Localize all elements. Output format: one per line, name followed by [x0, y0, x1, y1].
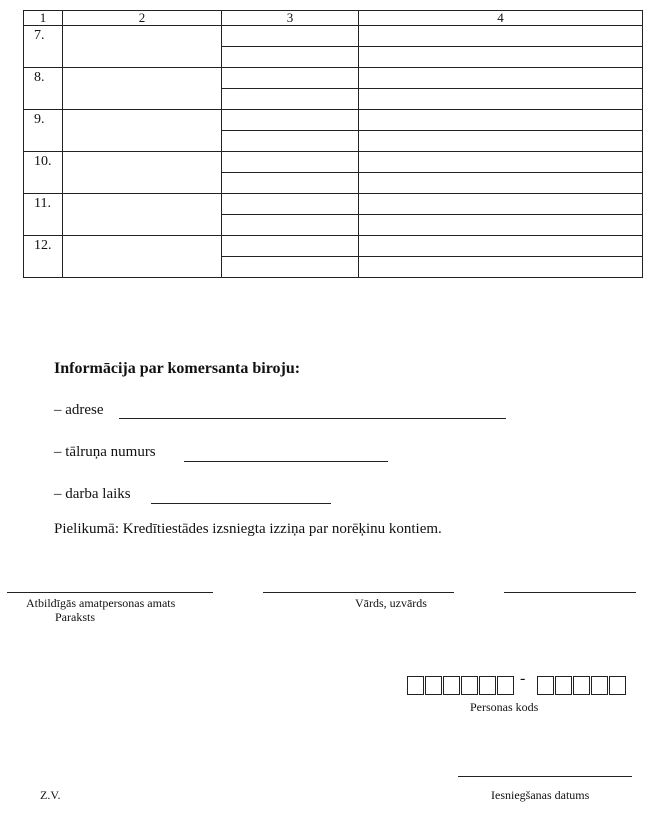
address-field[interactable] — [119, 400, 506, 419]
phone-label: – tālruņa numurs — [54, 444, 156, 460]
code-digit-box[interactable] — [609, 676, 626, 695]
table-row — [24, 194, 643, 215]
cell-col-3[interactable] — [222, 173, 359, 194]
date-line[interactable] — [458, 776, 632, 777]
cell-col-3[interactable] — [222, 89, 359, 110]
cell-col-3[interactable] — [222, 215, 359, 236]
cell-col-2[interactable] — [63, 26, 222, 68]
hours-label: – darba laiks — [54, 486, 131, 502]
table-header-row — [24, 11, 643, 26]
cell-col-2[interactable] — [63, 68, 222, 110]
cell-col-3[interactable] — [222, 257, 359, 278]
code-digit-box[interactable] — [555, 676, 572, 695]
attachment-note: Pielikumā: Kredītiestādes izsniegta izziņa par norēķinu kontiem. — [54, 521, 442, 537]
code-digit-box[interactable] — [443, 676, 460, 695]
table-row — [24, 236, 643, 257]
cell-col-2[interactable] — [63, 152, 222, 194]
phone-field[interactable] — [184, 444, 388, 462]
cell-col-2[interactable] — [63, 236, 222, 278]
name-line[interactable] — [263, 592, 454, 593]
code-digit-box[interactable] — [573, 676, 590, 695]
office-heading: Informācija par komersanta biroju: — [54, 360, 301, 377]
cell-col-3[interactable] — [222, 236, 359, 257]
cell-col-3[interactable] — [222, 131, 359, 152]
cell-col-3[interactable] — [222, 194, 359, 215]
code-separator: - — [520, 670, 526, 687]
table-row — [24, 152, 643, 173]
cell-col-2[interactable] — [63, 110, 222, 152]
position-label: Atbildīgās amatpersonas amats — [26, 596, 176, 610]
cell-col-4[interactable] — [359, 89, 643, 110]
cell-col-3[interactable] — [222, 68, 359, 89]
cell-col-4[interactable] — [359, 257, 643, 278]
code-digit-box[interactable] — [497, 676, 514, 695]
cell-col-4[interactable] — [359, 47, 643, 68]
cell-col-3[interactable] — [222, 152, 359, 173]
personal-code-label: Personas kods — [470, 700, 539, 714]
code-digit-box[interactable] — [537, 676, 554, 695]
cell-col-2[interactable] — [63, 194, 222, 236]
cell-col-3[interactable] — [222, 26, 359, 47]
data-table — [23, 10, 643, 278]
row-number: 11. — [24, 194, 63, 236]
name-label: Vārds, uzvārds — [355, 596, 427, 610]
row-number: 10. — [24, 152, 63, 194]
cell-col-4[interactable] — [359, 173, 643, 194]
cell-col-4[interactable] — [359, 152, 643, 173]
header-col-4: 4 — [359, 11, 643, 26]
cell-col-4[interactable] — [359, 236, 643, 257]
table-row — [24, 110, 643, 131]
position-line[interactable] — [7, 592, 213, 593]
code-digit-box[interactable] — [425, 676, 442, 695]
cell-col-4[interactable] — [359, 110, 643, 131]
signature-label: Paraksts — [55, 610, 95, 624]
header-col-3: 3 — [222, 11, 359, 26]
header-col-1: 1 — [24, 11, 63, 26]
address-label: – adrese — [54, 402, 104, 418]
hours-field[interactable] — [151, 486, 331, 504]
cell-col-3[interactable] — [222, 47, 359, 68]
code-digit-box[interactable] — [407, 676, 424, 695]
row-number: 9. — [24, 110, 63, 152]
cell-col-3[interactable] — [222, 110, 359, 131]
signature-line[interactable] — [504, 592, 636, 593]
code-digit-box[interactable] — [591, 676, 608, 695]
cell-col-4[interactable] — [359, 68, 643, 89]
cell-col-4[interactable] — [359, 194, 643, 215]
row-number: 7. — [24, 26, 63, 68]
table-row — [24, 68, 643, 89]
cell-col-4[interactable] — [359, 26, 643, 47]
header-col-2: 2 — [63, 11, 222, 26]
table-row — [24, 26, 643, 47]
seal-mark: Z.V. — [40, 788, 61, 802]
row-number: 12. — [24, 236, 63, 278]
row-number: 8. — [24, 68, 63, 110]
code-digit-box[interactable] — [461, 676, 478, 695]
code-digit-box[interactable] — [479, 676, 496, 695]
cell-col-4[interactable] — [359, 215, 643, 236]
cell-col-4[interactable] — [359, 131, 643, 152]
date-label: Iesniegšanas datums — [491, 788, 590, 802]
